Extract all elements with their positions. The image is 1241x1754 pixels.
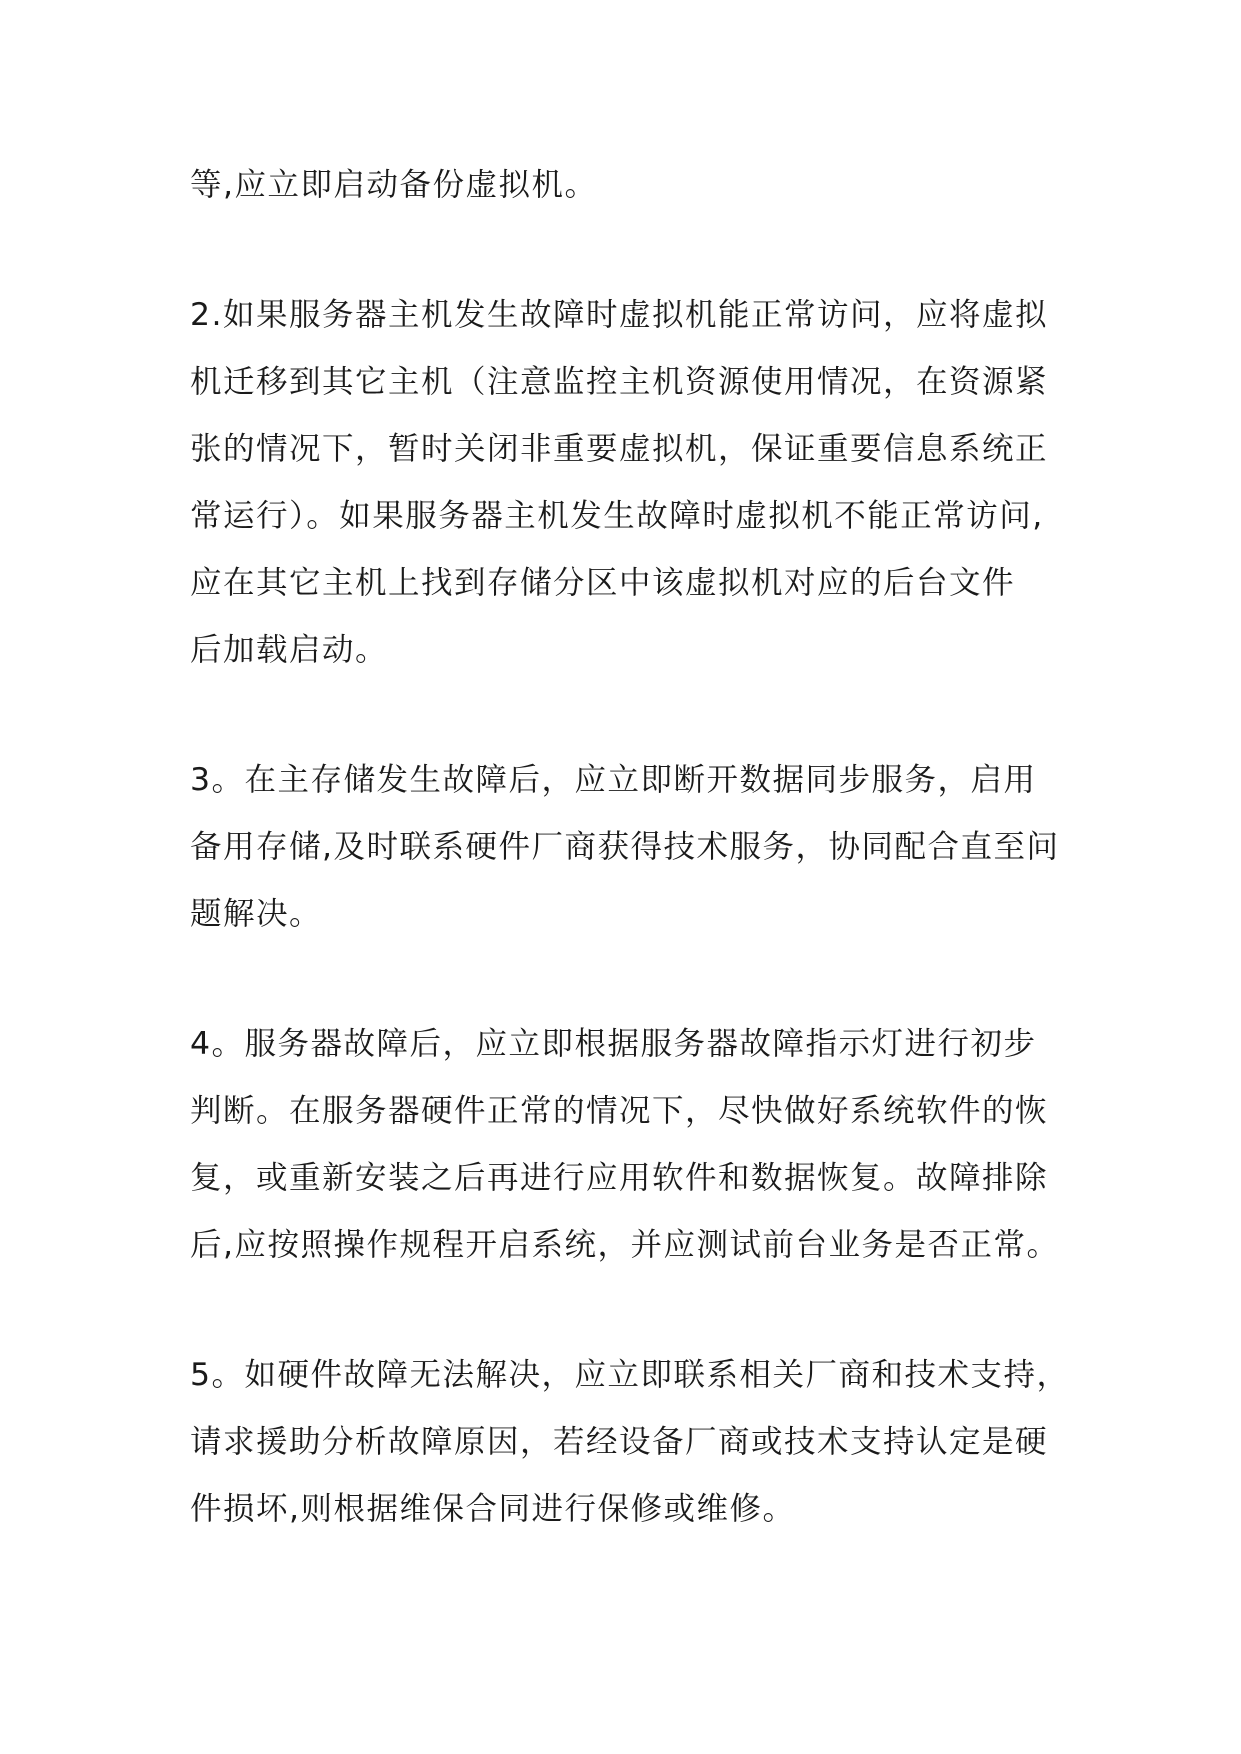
text-line: 后,应按照操作规程开启系统，并应测试前台业务是否正常。 (190, 1227, 1060, 1263)
text-line: 备用存储,及时联系硬件厂商获得技术服务，协同配合直至问 (190, 829, 1060, 865)
text-line: 复，或重新安装之后再进行应用软件和数据恢复。故障排除 (190, 1160, 1049, 1196)
text-line: 判断。在服务器硬件正常的情况下，尽快做好系统软件的恢 (190, 1093, 1049, 1129)
text-line: 常运行）。如果服务器主机发生故障时虚拟机不能正常访问, (190, 498, 1044, 534)
text-line: 请求援助分析故障原因，若经设备厂商或技术支持认定是硬 (190, 1424, 1049, 1460)
paragraph-4 (190, 1011, 1060, 1279)
text-line: 应在其它主机上找到存储分区中该虚拟机对应的后台文件 (190, 565, 1016, 601)
document-body (190, 152, 1070, 1543)
text-line: 件损坏,则根据维保合同进行保修或维修。 (190, 1491, 796, 1527)
paragraph-2 (190, 282, 1052, 684)
text-line: 机迁移到其它主机（注意监控主机资源使用情况，在资源紧 (190, 364, 1049, 400)
text-line: 4。服务器故障后，应立即根据服务器故障指示灯进行初步 (190, 1026, 1037, 1062)
paragraph-5 (190, 1342, 1070, 1543)
text-line: 3。在主存储发生故障后，应立即断开数据同步服务，启用 (190, 762, 1037, 798)
paragraph-1 (190, 152, 1052, 219)
text-line: 5。如硬件故障无法解决，应立即联系相关厂商和技术支持， (190, 1357, 1070, 1393)
text-line: 2.如果服务器主机发生故障时虚拟机能正常访问，应将虚拟 (190, 297, 1049, 333)
text-line: 后加载启动。 (190, 632, 389, 668)
text-line: 题解决。 (190, 896, 323, 932)
text-line: 等,应立即启动备份虚拟机。 (190, 167, 598, 203)
text-line: 张的情况下，暂时关闭非重要虚拟机，保证重要信息系统正 (190, 431, 1049, 467)
paragraph-3 (190, 747, 1060, 948)
